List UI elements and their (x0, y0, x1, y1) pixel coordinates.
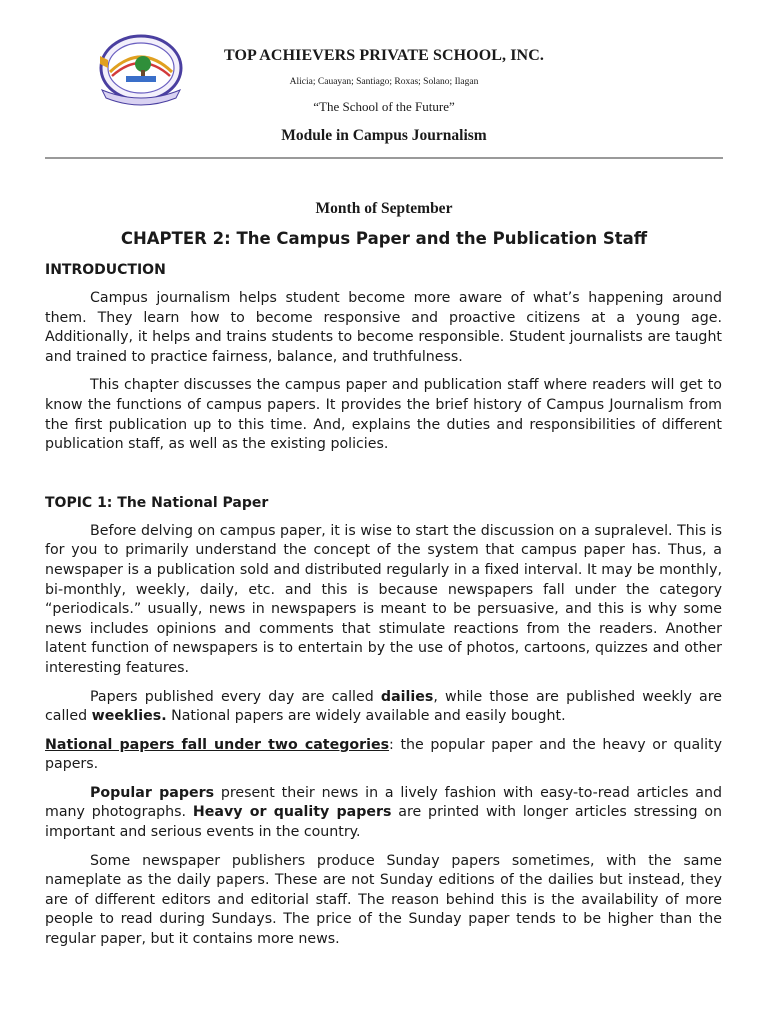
module-title: Module in Campus Journalism (281, 127, 487, 144)
text-run: present their news in a lively fashion with easy-to-read articles and many photographs. (45, 784, 722, 821)
term-dailies: dailies (380, 688, 434, 705)
month-label: Month of September (315, 200, 453, 217)
topic-1-paragraph-4 (45, 784, 722, 843)
text-run: Papers published every day are called (90, 688, 381, 705)
intro-paragraph-1: Campus journalism helps student become more aware of what’s happening around them. They learn how to become responsive and proactive citizens at a young age. Additionally, it helps and trains students to become responsible. Student journalists are taught and trained to practice fairness, balance, and truthfulness. (45, 290, 722, 365)
text-run: National papers are widely available and easily bought. (166, 708, 566, 725)
school-branches: Alicia; Cauayan; Santiago; Roxas; Solano; Ilagan (289, 77, 479, 87)
topic-1-paragraph-1: Before delving on campus paper, it is wise to start the discussion on a supralevel. This is for you to primarily understand the concept of the system that campus paper has. Thus, a newspaper is a publication sold and distributed regularly in a fixed interval. It may be monthly, bi-monthly, weekly, daily, etc. and this is because newspapers fall under the category “periodicals.” usually, news in newspapers is meant to be persuasive, and this is why some news includes opinions and comments that stimulate reactions from the readers. Another latent function of newspapers is to entertain by the use of photos, cartoons, quizzes and other interesting features. (45, 522, 722, 676)
topic-1-paragraph-2 (45, 688, 722, 727)
term-weeklies: weeklies. (91, 708, 167, 725)
school-logo (96, 32, 186, 108)
text-run: , while those are published weekly are called (45, 688, 722, 725)
categories-label: National papers fall under two categories (45, 736, 390, 753)
topic-1-paragraph-3 (45, 736, 722, 775)
document-body (45, 262, 722, 950)
term-heavy-papers: Heavy or quality papers (192, 804, 392, 821)
introduction-heading: INTRODUCTION (45, 262, 166, 278)
topic-1-paragraph-5: Some newspaper publishers produce Sunday papers sometimes, with the same nameplate as the daily papers. These are not Sunday editions of the dailies but instead, they are of different editors and editorial staff. The reason behind this is the availability of more people to read during Sundays. The price of the Sunday paper tends to be higher than the regular paper, but it contains more news. (45, 852, 722, 948)
text-run: : the popular paper and the heavy or quality papers. (45, 736, 722, 773)
text-run: are printed with longer articles stressing on important and serious events in the country. (45, 804, 722, 841)
header-divider (45, 157, 723, 159)
school-motto: “The School of the Future” (313, 99, 455, 114)
document-header (0, 0, 768, 160)
intro-paragraph-2: This chapter discusses the campus paper and publication staff where readers will get to know the functions of campus papers. It provides the brief history of Campus Journalism from the first publication up to this time. And, explains the duties and responsibilities of different publication staff, as well as the existing policies. (45, 377, 722, 453)
topic-1-heading: TOPIC 1: The National Paper (45, 494, 269, 511)
term-popular-papers: Popular papers (90, 784, 215, 801)
chapter-title: CHAPTER 2: The Campus Paper and the Publication Staff (120, 229, 648, 248)
school-name: TOP ACHIEVERS PRIVATE SCHOOL, INC. (224, 47, 544, 64)
